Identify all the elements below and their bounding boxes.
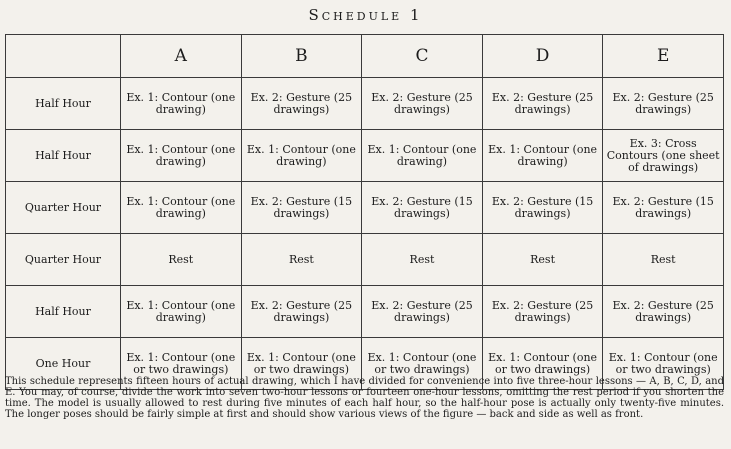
- table-cell: Rest: [603, 234, 724, 286]
- table-cell: Ex. 1: Contour (one drawing): [121, 286, 242, 338]
- table-row: [6, 130, 724, 182]
- table-cell: Ex. 2: Gesture (25 drawings): [241, 286, 362, 338]
- table-cell: Rest: [121, 234, 242, 286]
- table-cell: Ex. 3: Cross Contours (one sheet of drawings): [603, 130, 724, 182]
- table-cell: Ex. 2: Gesture (15 drawings): [362, 182, 483, 234]
- table-row: [6, 182, 724, 234]
- table-cell: Rest: [362, 234, 483, 286]
- table-cell: Rest: [241, 234, 362, 286]
- table-cell: Ex. 1: Contour (one drawing): [362, 130, 483, 182]
- column-header-b: B: [241, 35, 362, 78]
- table-cell: Ex. 1: Contour (one drawing): [482, 130, 603, 182]
- table-cell: Ex. 2: Gesture (15 drawings): [482, 182, 603, 234]
- column-header-a: A: [121, 35, 242, 78]
- row-label: Half Hour: [6, 130, 121, 182]
- row-label: One Hour: [6, 338, 121, 390]
- table-cell: Ex. 2: Gesture (25 drawings): [482, 78, 603, 130]
- column-header-c: C: [362, 35, 483, 78]
- table-cell: Ex. 1: Contour (one or two drawings): [603, 338, 724, 390]
- row-label: Half Hour: [6, 286, 121, 338]
- table-cell: Ex. 2: Gesture (15 drawings): [603, 182, 724, 234]
- row-label: Half Hour: [6, 78, 121, 130]
- header-row: [6, 35, 724, 78]
- table-cell: Ex. 1: Contour (one or two drawings): [362, 338, 483, 390]
- table-row: [6, 286, 724, 338]
- schedule-table: [5, 34, 724, 390]
- table-cell: Ex. 1: Contour (one or two drawings): [482, 338, 603, 390]
- table-cell: Rest: [482, 234, 603, 286]
- table-cell: Ex. 2: Gesture (25 drawings): [482, 286, 603, 338]
- schedule-caption: This schedule represents fifteen hours of actual drawing, which I have divided for convenience into five three-hour lessons — A, B, C, D, and E. You may, of course, divide the work into seven two-hour lessons or fourteen one-hour lessons, omitting the rest period if you shorten the time. The model is usually allowed to rest during five minutes of each half hour, so the half-hour pose is actually only twenty-five minutes. The longer poses should be fairly simple at first and should show various views of the figure — back and side as well as front.: [5, 376, 724, 420]
- table-cell: Ex. 1: Contour (one or two drawings): [241, 338, 362, 390]
- schedule-title: Schedule 1: [308, 6, 423, 24]
- table-cell: Ex. 1: Contour (one drawing): [121, 78, 242, 130]
- table-cell: Ex. 1: Contour (one drawing): [121, 130, 242, 182]
- row-label: Quarter Hour: [6, 234, 121, 286]
- table-cell: Ex. 1: Contour (one drawing): [241, 130, 362, 182]
- table-cell: Ex. 2: Gesture (25 drawings): [241, 78, 362, 130]
- corner-cell: [6, 35, 121, 78]
- column-header-e: E: [603, 35, 724, 78]
- table-cell: Ex. 1: Contour (one drawing): [121, 182, 242, 234]
- row-label: Quarter Hour: [6, 182, 121, 234]
- table-cell: Ex. 2: Gesture (25 drawings): [362, 286, 483, 338]
- table-cell: Ex. 2: Gesture (25 drawings): [603, 286, 724, 338]
- table-cell: Ex. 2: Gesture (25 drawings): [603, 78, 724, 130]
- table-cell: Ex. 2: Gesture (25 drawings): [362, 78, 483, 130]
- table-cell: Ex. 1: Contour (one or two drawings): [121, 338, 242, 390]
- table-row: [6, 234, 724, 286]
- column-header-d: D: [482, 35, 603, 78]
- table-row: [6, 78, 724, 130]
- table-cell: Ex. 2: Gesture (15 drawings): [241, 182, 362, 234]
